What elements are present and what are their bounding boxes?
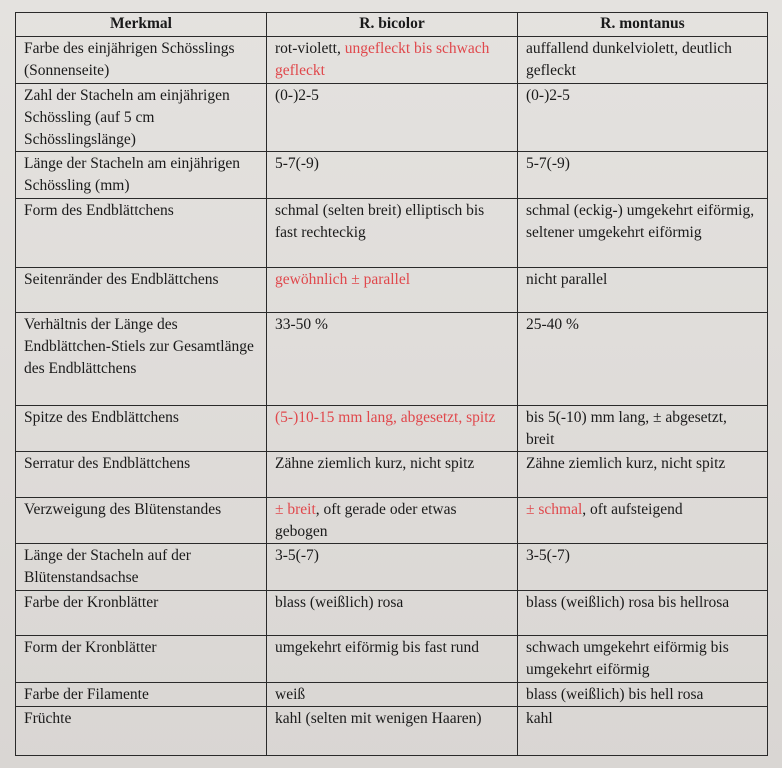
cell-text: 3-5(-7) [275, 547, 319, 565]
cell-bicolor [267, 544, 518, 591]
cell-text: kahl (selten mit wenigen Haaren) [275, 710, 482, 728]
cell-bicolor [267, 199, 518, 268]
cell-montanus [518, 544, 768, 591]
cell-text: 25-40 % [526, 316, 579, 334]
cell-merkmal: Form der Kronblätter [16, 636, 267, 683]
cell-merkmal: Farbe der Filamente [16, 683, 267, 707]
table-row [16, 37, 768, 84]
cell-text: blass (weißlich) bis hell rosa [526, 686, 704, 704]
header-r-montanus: R. montanus [518, 13, 768, 37]
cell-montanus [518, 636, 768, 683]
cell-text: schmal (eckig-) umgekehrt eiförmig, seltener umgekehrt eiförmig [526, 202, 755, 242]
table-row [16, 636, 768, 683]
cell-merkmal: Farbe der Kronblätter [16, 590, 267, 636]
table-row [16, 497, 768, 544]
cell-text: schmal (selten breit) elliptisch bis fast rechteckig [275, 202, 485, 242]
cell-text: 5-7(-9) [275, 155, 319, 173]
cell-merkmal: Zahl der Stacheln am einjährigen Schössling (auf 5 cm Schösslingslänge) [16, 83, 267, 152]
highlighted-text: ± schmal [526, 500, 583, 518]
cell-bicolor [267, 152, 518, 199]
cell-montanus [518, 497, 768, 544]
cell-merkmal: Länge der Stacheln am einjährigen Schössling (mm) [16, 152, 267, 199]
highlighted-text: gewöhnlich ± parallel [275, 270, 411, 288]
cell-montanus [518, 452, 768, 498]
cell-text: rot-violett, [275, 40, 345, 57]
highlighted-text: ungefleckt bis schwach gefleckt [275, 40, 490, 79]
table-row [16, 544, 768, 591]
table-row [16, 405, 768, 452]
table-row [16, 683, 768, 707]
table-row [16, 452, 768, 498]
table-row [16, 152, 768, 199]
cell-montanus [518, 267, 768, 313]
cell-merkmal: Verhältnis der Länge des Endblättchen-Stiels zur Gesamtlänge des Endblättchens [16, 313, 267, 405]
cell-bicolor [267, 683, 518, 707]
cell-merkmal: Länge der Stacheln auf der Blütenstandsachse [16, 544, 267, 591]
cell-montanus [518, 313, 768, 405]
cell-text: 33-50 % [275, 316, 328, 334]
table-body [16, 37, 768, 756]
table-row [16, 83, 768, 152]
cell-bicolor [267, 497, 518, 544]
cell-text: weiß [275, 686, 306, 704]
header-merkmal: Merkmal [16, 13, 267, 37]
table-row [16, 707, 768, 756]
header-row [16, 13, 768, 37]
table-row [16, 267, 768, 313]
cell-bicolor [267, 452, 518, 498]
highlighted-text: ± breit [275, 500, 316, 518]
table-header [16, 13, 768, 37]
cell-montanus [518, 199, 768, 268]
cell-bicolor [267, 707, 518, 756]
cell-text: umgekehrt eiförmig bis fast rund [275, 639, 480, 657]
header-r-bicolor: R. bicolor [267, 13, 518, 37]
cell-text: , oft gerade oder etwas gebogen [275, 500, 457, 540]
highlighted-text: (5-)10-15 mm lang, abgesetzt, spitz [275, 408, 496, 426]
cell-text: Zähne ziemlich kurz, nicht spitz [526, 455, 726, 473]
cell-bicolor [267, 267, 518, 313]
cell-montanus [518, 683, 768, 707]
cell-merkmal: Spitze des Endblättchens [16, 405, 267, 452]
cell-bicolor [267, 590, 518, 636]
cell-montanus [518, 707, 768, 756]
cell-montanus [518, 152, 768, 199]
cell-text: kahl [526, 710, 553, 728]
cell-text: blass (weißlich) rosa [275, 593, 404, 611]
cell-bicolor [267, 83, 518, 152]
table-row [16, 590, 768, 636]
cell-merkmal: Seitenränder des Endblättchens [16, 267, 267, 313]
cell-bicolor [267, 37, 518, 84]
cell-text: blass (weißlich) rosa bis hellrosa [526, 593, 730, 611]
cell-bicolor [267, 405, 518, 452]
table-row [16, 199, 768, 268]
cell-merkmal: Früchte [16, 707, 267, 756]
cell-text: bis 5(-10) mm lang, ± abgesetzt, breit [526, 408, 727, 448]
cell-text: nicht parallel [526, 270, 608, 288]
cell-text: (0-)2-5 [526, 86, 570, 104]
cell-montanus [518, 590, 768, 636]
table-row [16, 313, 768, 405]
cell-merkmal: Farbe des einjährigen Schösslings (Sonnenseite) [16, 37, 267, 84]
cell-text: 3-5(-7) [526, 547, 570, 565]
cell-text: , oft aufsteigend [582, 500, 683, 518]
cell-text: Zähne ziemlich kurz, nicht spitz [275, 455, 475, 473]
cell-merkmal: Serratur des Endblättchens [16, 452, 267, 498]
cell-montanus [518, 405, 768, 452]
cell-merkmal: Form des Endblättchens [16, 199, 267, 268]
cell-merkmal: Verzweigung des Blütenstandes [16, 497, 267, 544]
cell-text: auffallend dunkelviolett, deutlich gefleckt [526, 40, 732, 79]
cell-montanus [518, 83, 768, 152]
cell-text: 5-7(-9) [526, 155, 570, 173]
cell-montanus [518, 37, 768, 84]
cell-bicolor [267, 636, 518, 683]
cell-text: schwach umgekehrt eiförmig bis umgekehrt eiförmig [526, 639, 729, 679]
comparison-table [15, 12, 768, 756]
cell-bicolor [267, 313, 518, 405]
cell-text: (0-)2-5 [275, 86, 319, 104]
